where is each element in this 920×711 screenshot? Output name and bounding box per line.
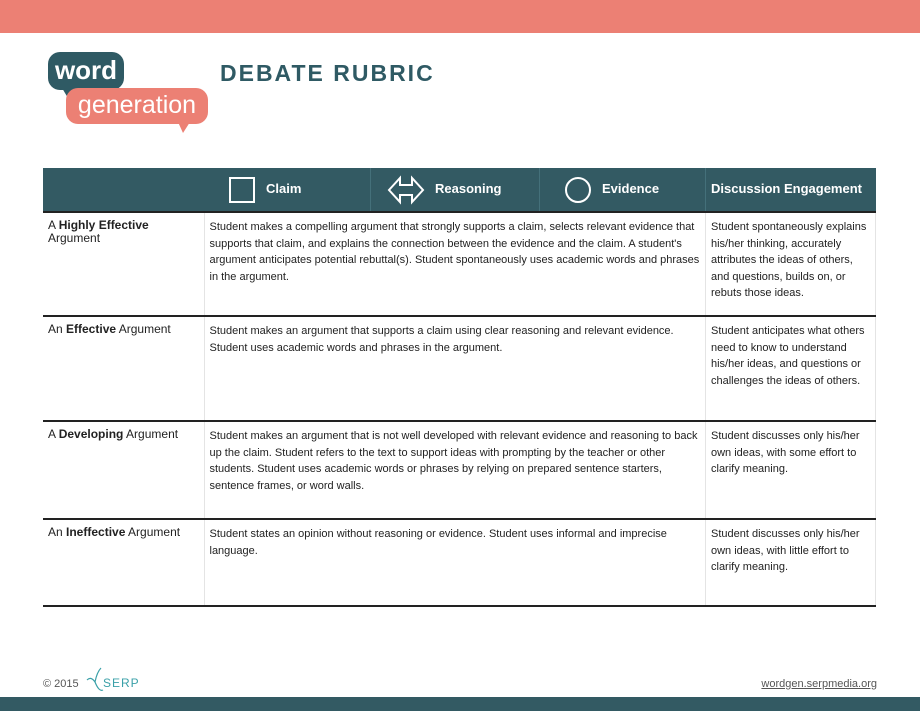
word-generation-logo	[48, 52, 210, 134]
row-label: An Effective Argument	[43, 316, 204, 421]
discussion-cell: Student discusses only his/her own ideas, with some effort to clarify meaning.	[706, 421, 876, 519]
cre-cell: Student makes an argument that supports a claim using clear reasoning and relevant evidence. Student uses academic words and phrases in the argument.	[204, 316, 706, 421]
row-label: A Highly Effective Argument	[43, 212, 204, 316]
logo-generation: generation	[66, 88, 208, 124]
cre-cell: Student makes an argument that is not well developed with relevant evidence and reasoning to back up the claim. Student refers to the text to support ideas with prompting by the teacher or other students. Student uses academic words or phrases by relying on prepared sentence starters, sentence frames, or word walls.	[204, 421, 706, 519]
square-icon	[228, 176, 256, 204]
evidence-label: Evidence	[602, 181, 660, 197]
serp-swirl-icon	[85, 666, 105, 694]
header-claim	[204, 168, 371, 211]
header-cre	[204, 168, 706, 212]
claim-label: Claim	[266, 181, 302, 197]
bottom-banner	[0, 697, 920, 711]
double-arrow-icon	[387, 175, 425, 205]
row-label: A Developing Argument	[43, 421, 204, 519]
table-row	[43, 519, 876, 606]
header-discussion: Discussion Engagement	[706, 168, 876, 212]
header-reasoning	[371, 168, 540, 211]
cre-cell: Student states an opinion without reasoning or evidence. Student uses informal and imprecise language.	[204, 519, 706, 606]
website-link[interactable]: wordgen.serpmedia.org	[761, 678, 877, 690]
logo-word: word	[48, 52, 124, 90]
rubric-table	[43, 168, 876, 607]
discussion-cell: Student spontaneously explains his/her thinking, accurately attributes the ideas of others, and questions, builds on, or rebuts those ideas.	[706, 212, 876, 316]
circle-icon	[564, 176, 592, 204]
discussion-cell: Student anticipates what others need to know to understand his/her ideas, and questions or challenges the ideas of others.	[706, 316, 876, 421]
table-row	[43, 316, 876, 421]
page-title: DEBATE RUBRIC	[220, 60, 435, 86]
row-label: An Ineffective Argument	[43, 519, 204, 606]
reasoning-label: Reasoning	[435, 181, 502, 197]
serp-logo: SERP	[85, 666, 140, 680]
header-blank	[43, 168, 204, 212]
table-row	[43, 421, 876, 519]
table-row	[43, 212, 876, 316]
cre-cell: Student makes a compelling argument that strongly supports a claim, selects relevant evidence that supports that claim, and explains the connection between the evidence and the claim. A student's argument anticipates potential rebuttal(s). Student spontaneously uses academic words and phrases in the argument.	[204, 212, 706, 316]
discussion-cell: Student discusses only his/her own ideas, with little effort to clarify meaning.	[706, 519, 876, 606]
copyright: © 2015	[43, 678, 79, 690]
header-evidence	[540, 168, 705, 211]
top-banner	[0, 0, 920, 33]
